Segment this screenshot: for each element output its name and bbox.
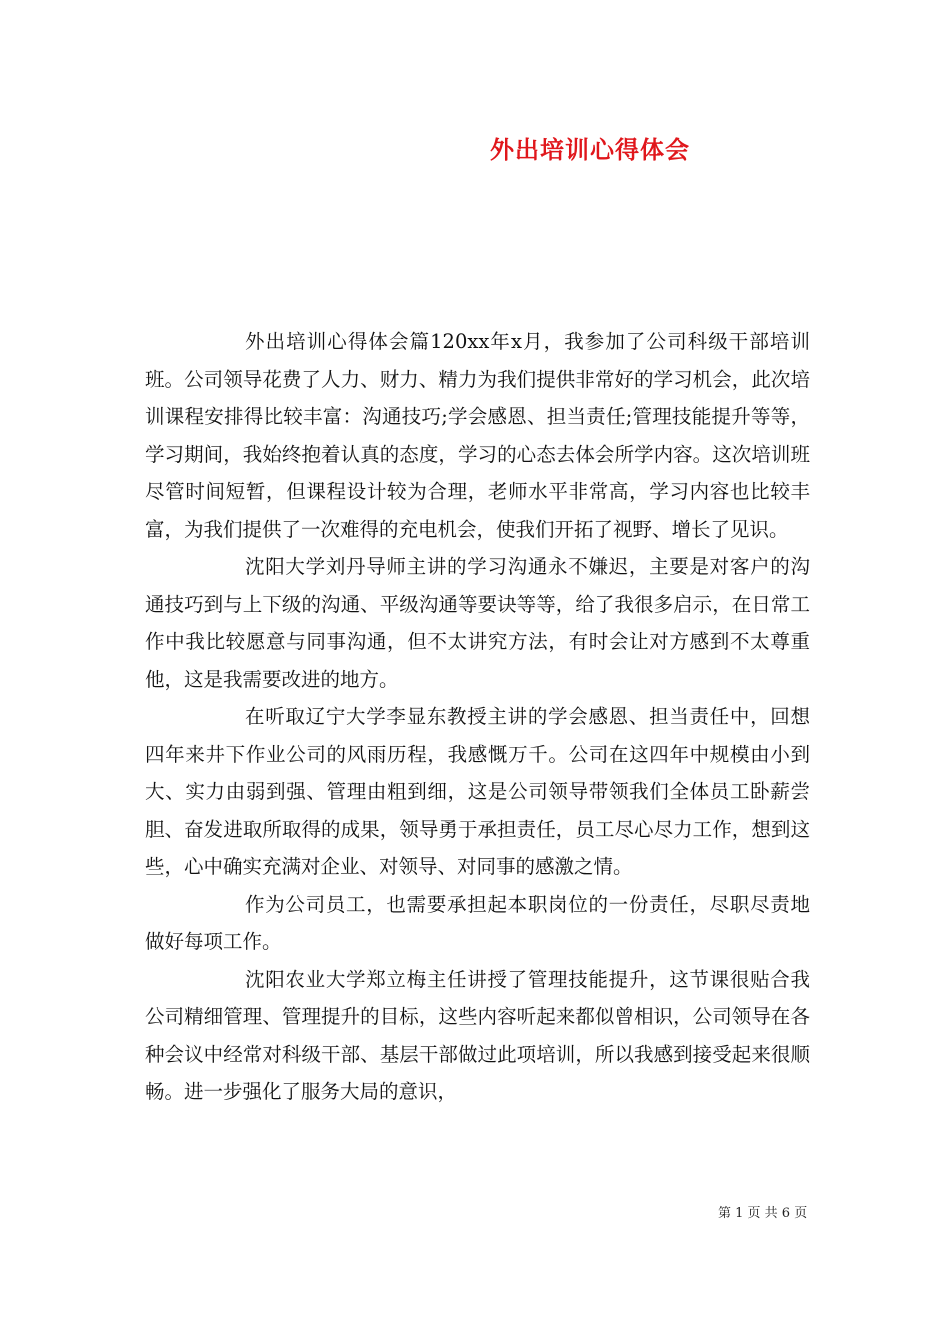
paragraph-3: 在听取辽宁大学李显东教授主讲的学会感恩、担当责任中，回想四年来井下作业公司的风雨历程，我感慨万千。公司在这四年中规模由小到大、实力由弱到强、管理由粗到细，这是公司领导带领我们全体员工卧薪尝胆、奋发进取所取得的成果，领导勇于承担责任，员工尽心尽力工作，想到这些，心中确实充满对企业、对领导、对同事的感激之情。: [145, 705, 810, 878]
paragraph-4: 作为公司员工，也需要承担起本职岗位的一份责任，尽职尽责地做好每项工作。: [145, 892, 810, 953]
document-title: 外出培训心得体会: [490, 135, 690, 164]
document-body: [145, 323, 810, 1111]
paragraph-1: 外出培训心得体会篇120xx年x月，我参加了公司科级干部培训班。公司领导花费了人力、财力、精力为我们提供非常好的学习机会，此次培训课程安排得比较丰富：沟通技巧;学会感恩、担当责任;管理技能提升等等，学习期间，我始终抱着认真的态度，学习的心态去体会所学内容。这次培训班尽管时间短暂，但课程设计较为合理，老师水平非常高，学习内容也比较丰富，为我们提供了一次难得的充电机会，使我们开拓了视野、增长了见识。: [145, 330, 810, 541]
paragraph-2: 沈阳大学刘丹导师主讲的学习沟通永不嫌迟，主要是对客户的沟通技巧到与上下级的沟通、平级沟通等要诀等等，给了我很多启示，在日常工作中我比较愿意与同事沟通，但不太讲究方法，有时会让对方感到不太尊重他，这是我需要改进的地方。: [145, 555, 810, 691]
page-number-footer: 第 1 页 共 6 页: [718, 1206, 808, 1221]
paragraph-5: 沈阳农业大学郑立梅主任讲授了管理技能提升，这节课很贴合我公司精细管理、管理提升的目标，这些内容听起来都似曾相识，公司领导在各种会议中经常对科级干部、基层干部做过此项培训，所以我感到接受起来很顺畅。进一步强化了服务大局的意识，: [145, 967, 810, 1103]
